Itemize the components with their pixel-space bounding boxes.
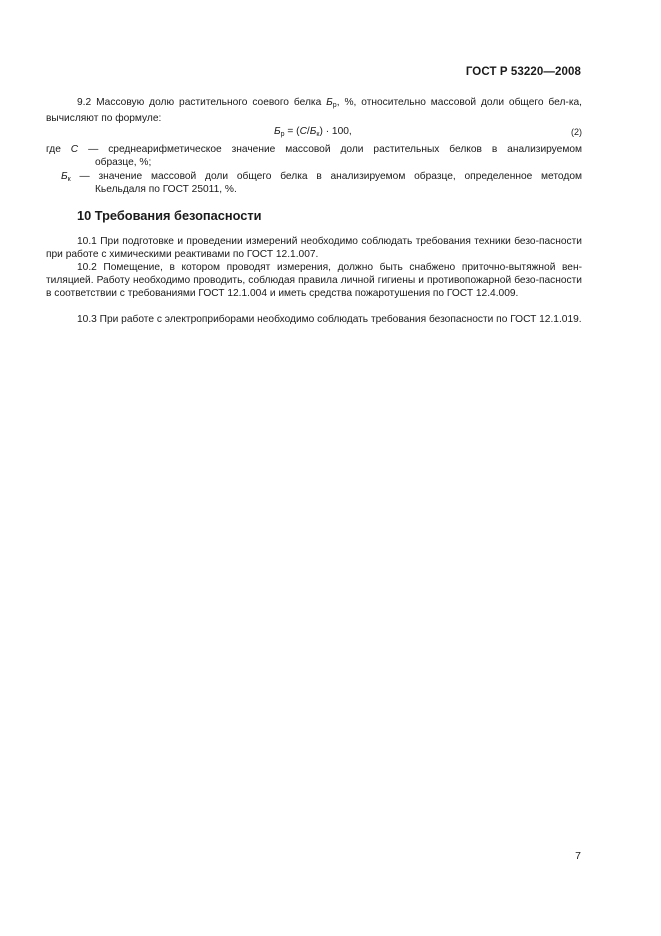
definition-bk-line-2: Кьельдаля по ГОСТ 25011, %. — [95, 184, 237, 195]
definition-c-symbol: C — [70, 144, 79, 155]
paragraph-10-2: 10.2 Помещение, в котором проводят измерения, должно быть снабжено приточно-вытяжной вен-тиляцией. Работу необходимо проводить, соблюдая правила личной гигиены и противопожарной безо-пасности в соответствии с требованиями ГОСТ 12.1.004 и иметь средства пожаротушения по ГОСТ 12.4.009. — [46, 262, 582, 299]
definition-bk-symbol: Б — [61, 171, 68, 182]
formula-lhs: Б — [274, 126, 281, 137]
formula-number: (2) — [571, 127, 582, 137]
section-10-heading: 10 Требования безопасности — [77, 208, 262, 223]
definition-bk-sub: к — [67, 176, 71, 183]
formula-2 — [274, 126, 352, 138]
definition-where: где — [46, 144, 71, 155]
formula-eq: = ( — [284, 126, 300, 137]
paragraph-9-2 — [46, 96, 582, 125]
formula-b-sub: к — [316, 131, 320, 138]
paragraph-9-2-text-a: 9.2 Массовую долю растительного соевого белка — [77, 97, 327, 108]
paragraph-10-3: 10.3 При работе с электроприборами необходимо соблюдать требования безопасности по ГОСТ 12.1.019. — [77, 314, 582, 325]
formula-tail: ) · 100, — [319, 126, 352, 137]
definition-bk-text-1: значение массовой доли общего белка в анализируемом образце, определенное методом — [98, 171, 582, 182]
definition-bk-dash: — — [70, 171, 99, 182]
document-code-header: ГОСТ Р 53220—2008 — [465, 66, 581, 78]
subscript-r: р — [332, 102, 337, 109]
definition-c-line-1 — [46, 143, 582, 156]
page-number: 7 — [575, 850, 581, 862]
paragraph-10-1: 10.1 При подготовке и проведении измерений необходимо соблюдать требования техники безо-пасности при работе с химическими реактивами по ГОСТ 12.1.007. — [46, 236, 582, 260]
definition-c-line-2: образце, %; — [95, 157, 152, 168]
formula-b: Б — [309, 126, 317, 137]
symbol-b-r: Б — [326, 97, 333, 108]
definition-c-dash: — — [78, 144, 109, 155]
formula-c: C — [299, 126, 307, 137]
formula-lhs-sub: р — [280, 131, 285, 138]
paragraph-9-2-text-b: , %, относительно массовой доли общего бел-ка, вычисляют по формуле: — [46, 97, 582, 124]
formula-slash: / — [306, 126, 310, 137]
definition-c-text-1: среднеарифметическое значение массовой доли растительных белков в анализируемом — [108, 144, 583, 155]
